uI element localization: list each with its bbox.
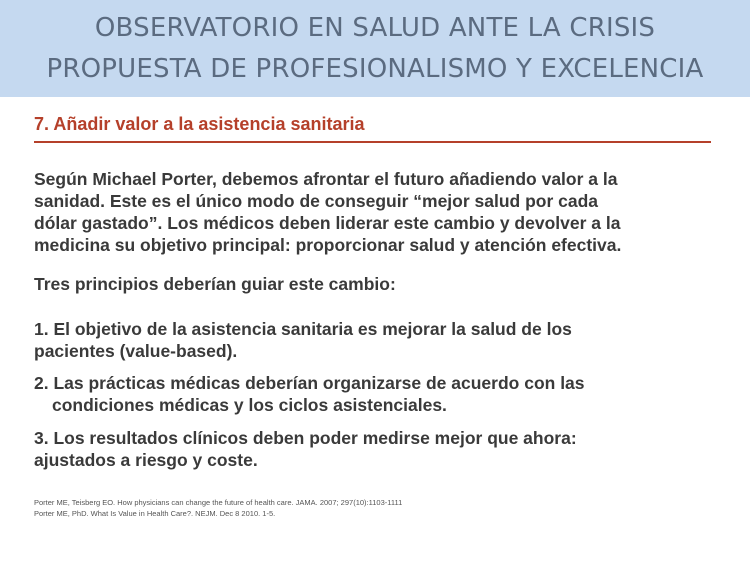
principle-line: 1. El objetivo de la asistencia sanitaria es mejorar la salud de los bbox=[34, 319, 572, 339]
principle-line: pacientes (value-based). bbox=[34, 341, 238, 361]
slide-header bbox=[0, 0, 750, 97]
principle-item-3 bbox=[34, 427, 714, 471]
reference-item: Porter ME, PhD. What Is Value in Health Care?. NEJM. Dec 8 2010. 1-5. bbox=[34, 509, 276, 518]
intro-line: Según Michael Porter, debemos afrontar el futuro añadiendo valor a la bbox=[34, 169, 618, 189]
intro-line: medicina su objetivo principal: proporcionar salud y atención efectiva. bbox=[34, 235, 622, 255]
intro-paragraph bbox=[34, 168, 714, 256]
header-title-line-1: OBSERVATORIO EN SALUD ANTE LA CRISIS bbox=[94, 13, 656, 43]
section-title: 7. Añadir valor a la asistencia sanitaria bbox=[34, 114, 365, 134]
principles-heading: Tres principios deberían guiar este cambio: bbox=[34, 274, 396, 294]
principle-line: 2. Las prácticas médicas deberían organizarse de acuerdo con las bbox=[34, 373, 585, 393]
principle-line: 3. Los resultados clínicos deben poder medirse mejor que ahora: bbox=[34, 428, 577, 448]
intro-line: dólar gastado”. Los médicos deben liderar este cambio y devolver a la bbox=[34, 213, 621, 233]
principle-item-1 bbox=[34, 318, 714, 362]
references bbox=[34, 497, 402, 519]
title-underline bbox=[34, 141, 711, 143]
principle-item-2 bbox=[34, 372, 714, 416]
principle-line: ajustados a riesgo y coste. bbox=[34, 450, 258, 470]
reference-item: Porter ME, Teisberg EO. How physicians can change the future of health care. JAMA. 2007; 297(10):1103-1111 bbox=[34, 498, 403, 507]
principle-line: condiciones médicas y los ciclos asistenciales. bbox=[52, 395, 447, 415]
intro-line: sanidad. Este es el único modo de conseguir “mejor salud por cada bbox=[34, 191, 599, 211]
header-title-line-2: PROPUESTA DE PROFESIONALISMO Y EXCELENCIA bbox=[46, 54, 704, 84]
